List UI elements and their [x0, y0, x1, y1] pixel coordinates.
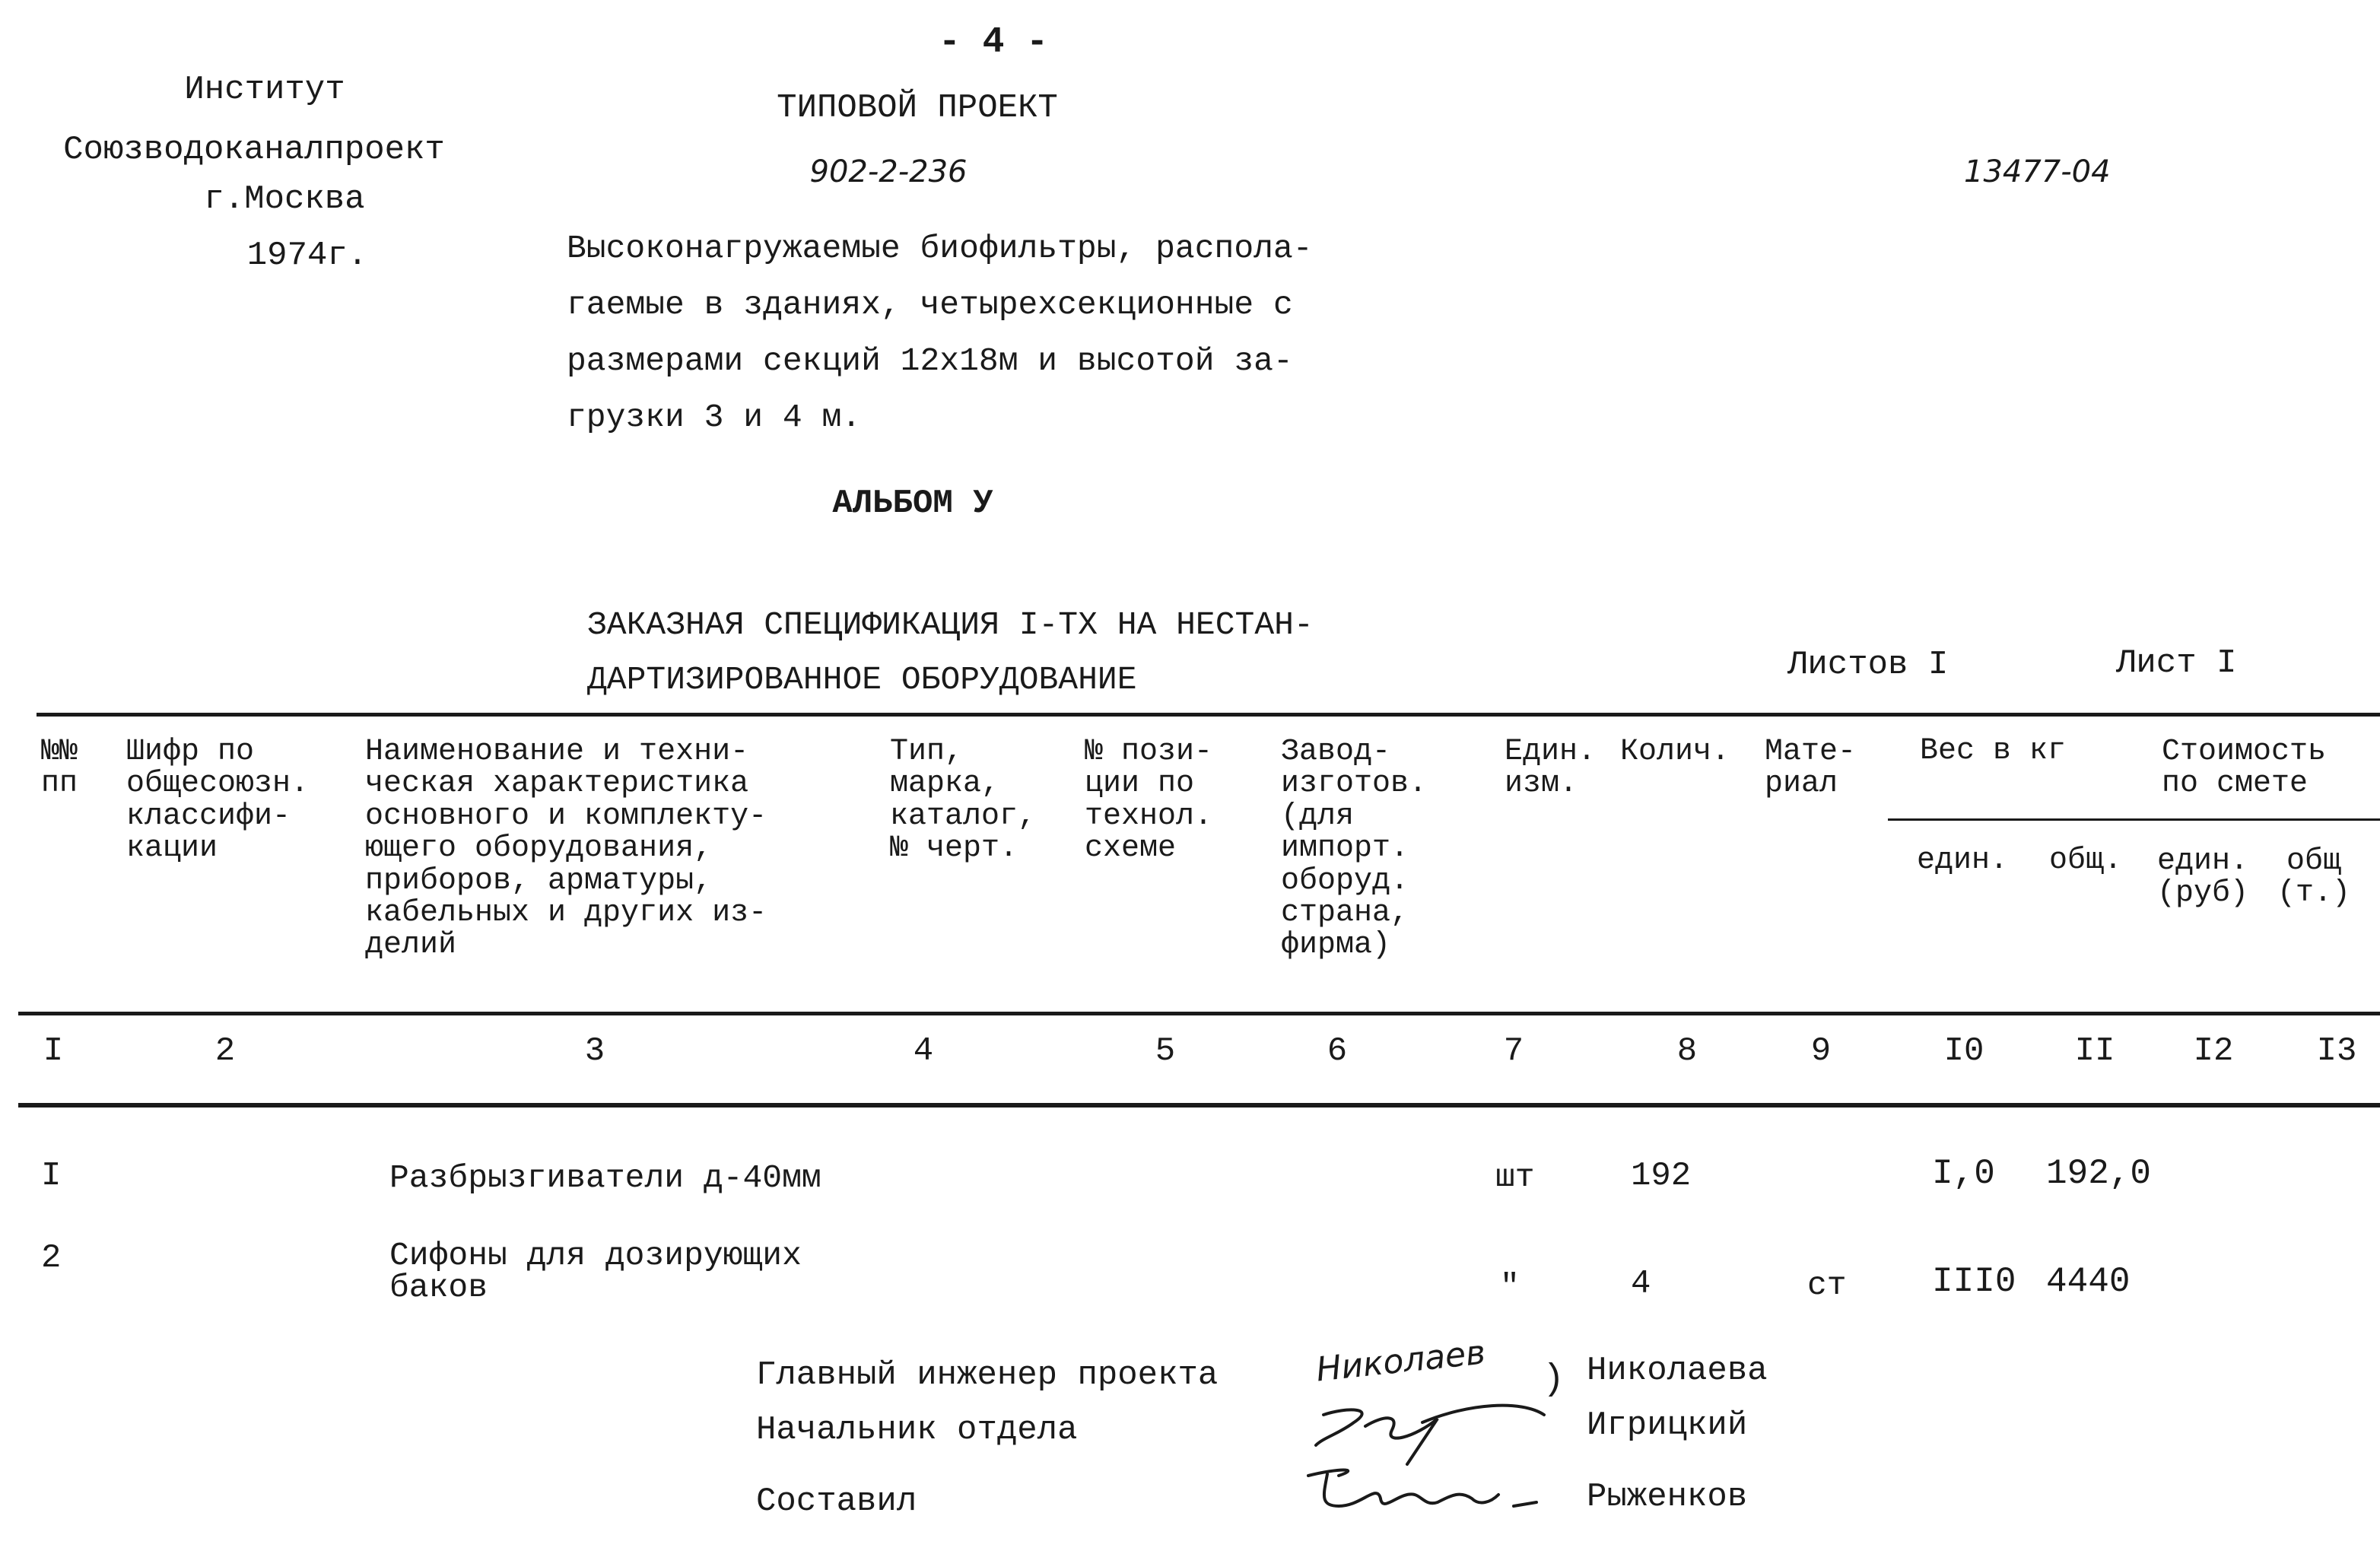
handwritten-signature-head-icon — [1293, 1392, 1597, 1468]
sheet-number: Лист I — [2116, 644, 2237, 682]
header-col-4: Тип, марка, каталог, № черт. — [890, 735, 1037, 866]
sheets-total: Листов I — [1787, 646, 1949, 684]
col-number-12: I2 — [2193, 1032, 2234, 1070]
institute-year: 1974г. — [246, 237, 368, 275]
row1-unit: шт — [1495, 1158, 1535, 1196]
archive-number: 13477-04 — [1964, 154, 2111, 189]
header-weight: Вес в кг — [1920, 734, 2067, 768]
signature-name-chief: Николаева — [1587, 1352, 1768, 1390]
col-number-5: 5 — [1155, 1032, 1176, 1070]
signature-role-department-head: Начальник отдела — [756, 1411, 1078, 1449]
project-description: Высоконагружаемые биофильтры, распола- гаемые в зданиях, четырехсекционные с размерами секций 12х18м и высотой за- грузки 3 и 4 м. — [567, 230, 1313, 436]
header-col-8: Колич. — [1620, 735, 1730, 769]
numbers-bottom-rule — [18, 1103, 2380, 1108]
row1-weight-total: 192,0 — [2046, 1154, 2152, 1193]
subheader-rule — [1888, 818, 2380, 821]
header-cost: Стоимость по смете — [2162, 735, 2327, 802]
row1-qty: 192 — [1631, 1157, 1692, 1195]
row2-weight-unit: III0 — [1932, 1262, 2016, 1301]
row2-material: ст — [1807, 1266, 1847, 1304]
col-number-6: 6 — [1327, 1032, 1348, 1070]
row1-name: Разбрызгиватели д-40мм — [389, 1159, 821, 1196]
handwritten-signature-compiler-icon — [1293, 1460, 1567, 1529]
row2-name: Сифоны для дозирующих баков — [389, 1237, 802, 1306]
signature-role-compiler: Составил — [756, 1482, 917, 1521]
spec-title: ЗАКАЗНАЯ СПЕЦИФИКАЦИЯ I-ТХ НА НЕСТАН- ДАРТИЗИРОВАННОЕ ОБОРУДОВАНИЕ — [587, 606, 1314, 699]
row2-qty: 4 — [1631, 1265, 1651, 1303]
handwritten-signature-chief: Николаев — [1314, 1333, 1488, 1390]
header-col-6: Завод- изготов. (для импорт. оборуд. страна, фирма) — [1281, 735, 1428, 963]
header-weight-unit: един. — [1917, 844, 2009, 878]
col-number-9: 9 — [1810, 1032, 1832, 1070]
header-cost-total: общ (т.) — [2277, 844, 2351, 911]
col-number-11: II — [2074, 1032, 2115, 1070]
col-number-8: 8 — [1676, 1032, 1698, 1070]
row2-weight-total: 4440 — [2046, 1262, 2131, 1301]
signature-name-compiler: Рыженков — [1587, 1478, 1748, 1516]
header-col-9: Мате- риал — [1765, 735, 1857, 802]
row1-weight-unit: I,0 — [1932, 1154, 1995, 1193]
row2-number: 2 — [41, 1239, 62, 1277]
row2-unit: " — [1500, 1268, 1520, 1305]
col-number-10: I0 — [1943, 1032, 1984, 1070]
header-weight-total: общ. — [2049, 844, 2123, 878]
header-col-3: Наименование и техни- ческая характеристика основного и комплекту- ющего оборудования, приборов, арматуры, кабельных и других из- делий — [365, 735, 767, 963]
signature-role-chief-engineer: Главный инженер проекта — [756, 1356, 1219, 1394]
header-col-7: Един. изм. — [1505, 735, 1597, 802]
col-number-1: I — [43, 1032, 64, 1070]
row1-number: I — [41, 1157, 62, 1195]
col-number-13: I3 — [2316, 1032, 2357, 1070]
institute-city: г.Москва — [204, 180, 365, 218]
col-number-2: 2 — [214, 1032, 236, 1070]
project-type: ТИПОВОЙ ПРОЕКТ — [777, 89, 1058, 127]
signature-name-head: Игрицкий — [1587, 1406, 1748, 1444]
institute-org: Союзводоканалпроект — [63, 131, 445, 169]
album-title: АЛЬБОМ У — [832, 485, 993, 523]
header-bottom-rule — [18, 1012, 2380, 1015]
header-col-5: № пози- ции по технол. схеме — [1085, 735, 1213, 866]
col-number-7: 7 — [1503, 1032, 1524, 1070]
header-cost-unit: един. (руб) — [2157, 844, 2249, 911]
page-number: - 4 - — [938, 22, 1049, 63]
col-number-4: 4 — [913, 1032, 934, 1070]
project-number: 902-2-236 — [809, 154, 968, 189]
header-col-1: №№ пп — [41, 735, 78, 802]
table-top-rule — [37, 713, 2380, 717]
signature-bracket: ) — [1543, 1359, 1565, 1400]
institute-name: Институт — [184, 71, 345, 109]
col-number-3: 3 — [584, 1032, 605, 1070]
header-col-2: Шифр по общесоюзн. классифи- кации — [126, 735, 310, 866]
